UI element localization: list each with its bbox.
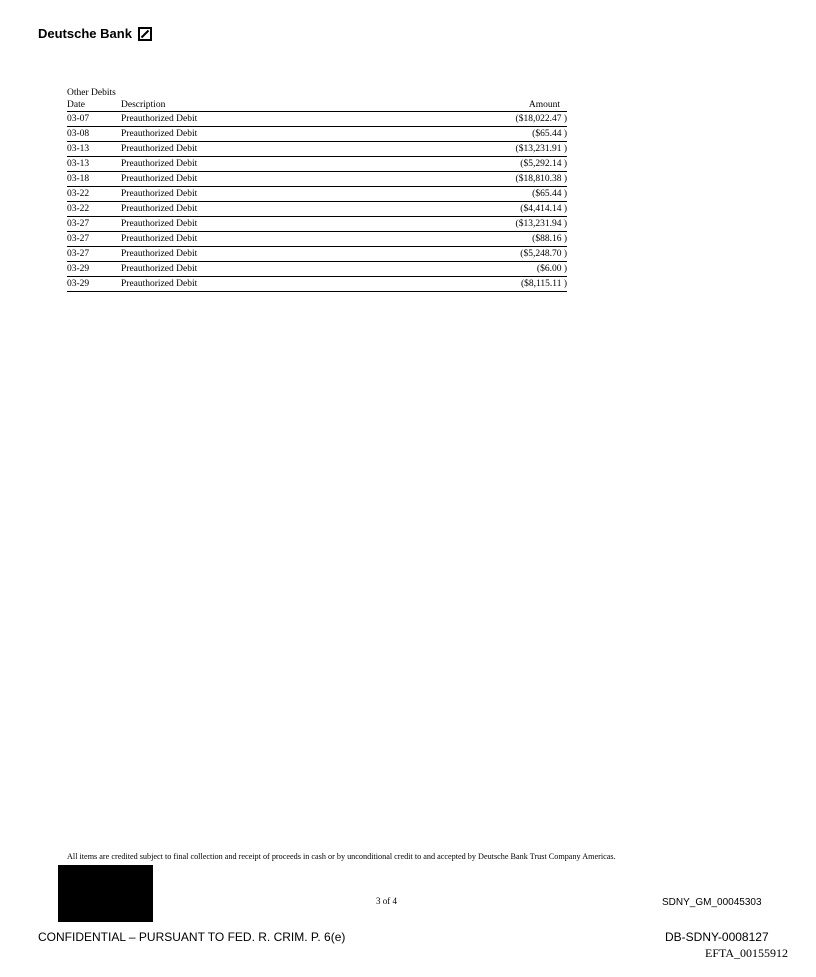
table-row bbox=[67, 203, 567, 217]
table-row bbox=[67, 248, 567, 262]
row-amount: ($8,115.11 ) bbox=[521, 279, 567, 289]
row-date: 03-08 bbox=[67, 129, 90, 139]
column-header-description: Description bbox=[121, 100, 166, 110]
bates-number-db: DB-SDNY-0008127 bbox=[665, 930, 769, 944]
row-date: 03-29 bbox=[67, 264, 90, 274]
row-date: 03-27 bbox=[67, 249, 90, 259]
row-amount: ($18,810.38 ) bbox=[515, 174, 567, 184]
table-row bbox=[67, 173, 567, 187]
row-description: Preauthorized Debit bbox=[121, 114, 198, 124]
table-row bbox=[67, 218, 567, 232]
row-date: 03-27 bbox=[67, 219, 90, 229]
table-row bbox=[67, 188, 567, 202]
row-description: Preauthorized Debit bbox=[121, 234, 198, 244]
row-amount: ($5,292.14 ) bbox=[520, 159, 567, 169]
other-debits-section bbox=[67, 87, 567, 293]
row-description: Preauthorized Debit bbox=[121, 174, 198, 184]
row-amount: ($13,231.91 ) bbox=[515, 144, 567, 154]
row-amount: ($65.44 ) bbox=[532, 189, 567, 199]
row-amount: ($18,022.47 ) bbox=[515, 114, 567, 124]
table-header bbox=[67, 99, 567, 112]
row-date: 03-22 bbox=[67, 189, 90, 199]
row-description: Preauthorized Debit bbox=[121, 264, 198, 274]
disclaimer: All items are credited subject to final collection and receipt of proceeds in cash or by unconditional credit to and accepted by Deutsche Bank Trust Company Americas. bbox=[67, 852, 616, 861]
row-date: 03-07 bbox=[67, 114, 90, 124]
row-amount: ($13,231.94 ) bbox=[515, 219, 567, 229]
row-description: Preauthorized Debit bbox=[121, 159, 198, 169]
table-row bbox=[67, 158, 567, 172]
redaction-block bbox=[58, 865, 153, 922]
row-date: 03-29 bbox=[67, 279, 90, 289]
row-description: Preauthorized Debit bbox=[121, 189, 198, 199]
table-row bbox=[67, 233, 567, 247]
row-date: 03-22 bbox=[67, 204, 90, 214]
confidential-notice: CONFIDENTIAL – PURSUANT TO FED. R. CRIM. P. 6(e) bbox=[38, 930, 346, 944]
table-row bbox=[67, 278, 567, 292]
row-description: Preauthorized Debit bbox=[121, 204, 198, 214]
row-description: Preauthorized Debit bbox=[121, 279, 198, 289]
brand-header bbox=[38, 26, 152, 41]
table-body bbox=[67, 113, 567, 292]
table-row bbox=[67, 263, 567, 277]
row-description: Preauthorized Debit bbox=[121, 249, 198, 259]
row-amount: ($65.44 ) bbox=[532, 129, 567, 139]
bates-number-efta: EFTA_00155912 bbox=[705, 946, 789, 960]
section-title: Other Debits bbox=[67, 88, 116, 98]
column-header-date: Date bbox=[67, 100, 85, 110]
bates-number-sdny: SDNY_GM_00045303 bbox=[662, 897, 762, 908]
table-row bbox=[67, 143, 567, 157]
page-number: 3 of 4 bbox=[376, 896, 397, 906]
row-date: 03-27 bbox=[67, 234, 90, 244]
row-amount: ($88.16 ) bbox=[532, 234, 567, 244]
table-row bbox=[67, 128, 567, 142]
row-description: Preauthorized Debit bbox=[121, 129, 198, 139]
column-header-amount: Amount bbox=[528, 100, 560, 110]
row-date: 03-18 bbox=[67, 174, 90, 184]
row-date: 03-13 bbox=[67, 144, 90, 154]
row-description: Preauthorized Debit bbox=[121, 144, 198, 154]
row-amount: ($5,248.70 ) bbox=[520, 249, 567, 259]
deutsche-bank-logo-icon bbox=[138, 27, 152, 41]
row-description: Preauthorized Debit bbox=[121, 219, 198, 229]
row-amount: ($4,414.14 ) bbox=[520, 204, 567, 214]
row-amount: ($6.00 ) bbox=[536, 264, 567, 274]
table-row bbox=[67, 113, 567, 127]
row-date: 03-13 bbox=[67, 159, 90, 169]
brand-name: Deutsche Bank bbox=[38, 26, 132, 41]
